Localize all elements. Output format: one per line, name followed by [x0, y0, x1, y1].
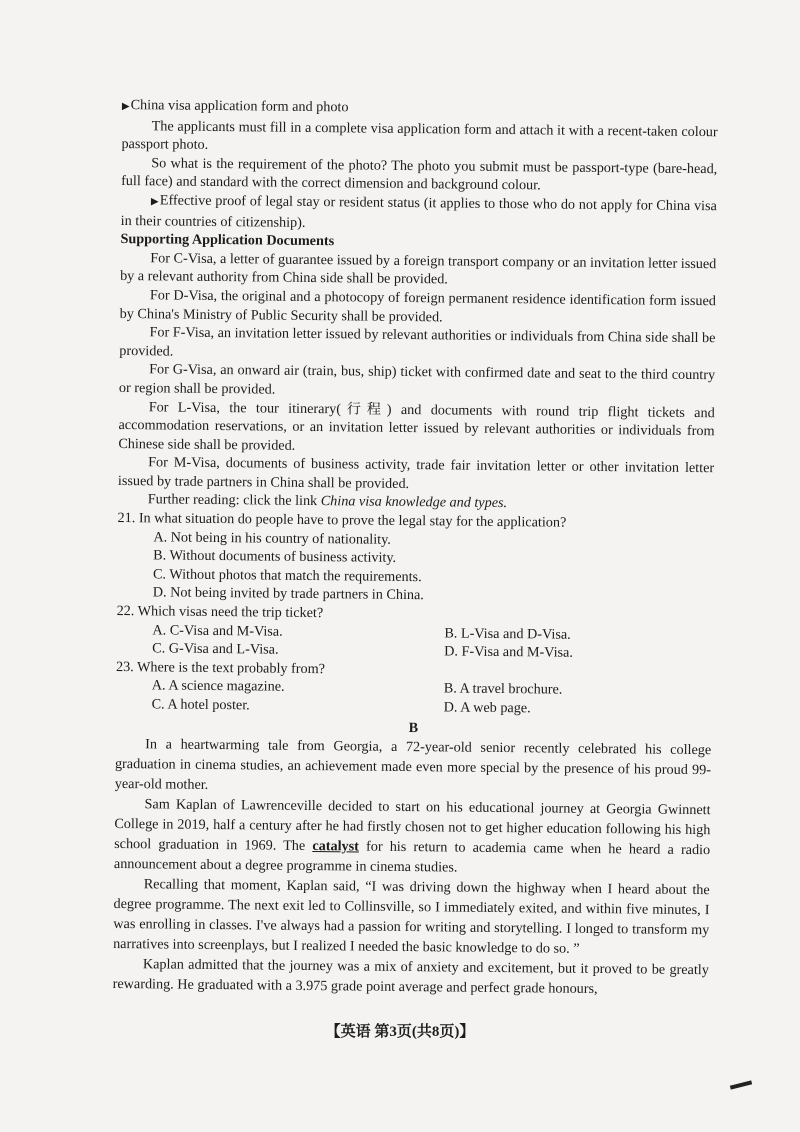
- corner-mark: [730, 1080, 752, 1089]
- question-23-options: [152, 677, 712, 720]
- photo-paragraph-2: So what is the requirement of the photo? The photo you submit must be passport-type (bare-head, full face) and standard with the correct dimension and background colour.: [121, 155, 718, 194]
- question-23-option-a: A. A science magazine.: [151, 677, 285, 696]
- passage-b-paragraph-4: Kaplan admitted that the journey was a mix of anxiety and excitement, but it proved to be greatly rewarding. He graduated with a 3.975 grade point average and perfect grade honours,: [112, 956, 709, 998]
- question-22-stem: 22. Which visas need the trip ticket?: [116, 603, 324, 622]
- question-21-option-b: B. Without documents of business activity.: [153, 547, 397, 567]
- visa-paragraph-l: For L-Visa, the tour itinerary(行程) and documents with round trip flight tickets and accommodation reservations, or an invitation letter issued by relevant authorities or individuals from Chinese side shall be provided.: [118, 398, 715, 454]
- question-21-option-a: A. Not being in his country of nationality.: [153, 529, 391, 548]
- question-23-option-b: B. A travel brochure.: [443, 680, 563, 699]
- passage-b-paragraph-3: Recalling that moment, Kaplan said, “I was driving down the highway when I heard about the degree programme. The next exit led to Collinsville, so I immediately exited, and within five minutes, I was enrolling in classes. I've always had a passion for writing and storytelling. I longed to transform my narratives into screenplays, but I realized I needed the basic knowledge to do so. ”: [113, 876, 710, 958]
- question-22-option-d: D. F-Visa and M-Visa.: [444, 643, 574, 661]
- visa-paragraph-c: For C-Visa, a letter of guarantee issued by a foreign transport company or an invitation letter issued by a relevant authority from China side shall be provided.: [120, 250, 717, 288]
- question-22-option-a: A. C-Visa and M-Visa.: [152, 621, 283, 640]
- question-21-option-c: C. Without photos that match the requirements.: [152, 566, 422, 586]
- question-21-option-d: D. Not being invited by trade partners in China.: [152, 584, 424, 604]
- question-22-option-b: B. L-Visa and D-Visa.: [444, 625, 571, 643]
- keyword-catalyst: catalyst: [312, 838, 359, 855]
- photo-heading: ▶ China visa application form and photo: [122, 96, 718, 123]
- photo-paragraph-1: The applicants must fill in a complete visa application form and attach it with a recent-taken colour passport photo.: [121, 117, 718, 154]
- passage-b-paragraph-2: Sam Kaplan of Lawrenceville decided to start on his educational journey at Georgia Gwinnett College in 2019, half a century after he had firstly chosen not to get higher education following his high school graduation in 1969. The catalyst for his return to academia came when he heard a radio announcement about a degree programme in cinema studies.: [113, 796, 711, 876]
- further-reading: Further reading: click the link China visa knowledge and types.: [147, 491, 508, 512]
- visa-paragraph-d: For D-Visa, the original and a photocopy of foreign permanent residence identification form issued by China's Ministry of Public Security shall be provided.: [119, 287, 716, 325]
- page-footer: 【英语 第3页(共8页)】: [325, 1024, 475, 1040]
- proof-paragraph: ▶ Effective proof of legal stay or resident status (it applies to those who do not apply for China visa in their countries of citizenship).: [121, 191, 717, 236]
- supporting-documents-heading: Supporting Application Documents: [120, 231, 335, 250]
- question-23-option-c: C. A hotel poster.: [151, 696, 250, 714]
- visa-paragraph-g: For G-Visa, an onward air (train, bus, ship) ticket with confirmed date and seat to the third country or region shall be provided.: [118, 361, 716, 398]
- question-23-option-d: D. A web page.: [443, 699, 531, 717]
- further-reading-link[interactable]: China visa knowledge and types.: [320, 493, 508, 512]
- question-23-stem: 23. Where is the text probably from?: [115, 658, 326, 677]
- visa-paragraph-f: For F-Visa, an invitation letter issued by relevant authorities or individuals from China side shall be provided.: [119, 324, 716, 360]
- page-content: [113, 96, 718, 1000]
- question-21-stem: 21. In what situation do people have to prove the legal stay for the application?: [117, 510, 567, 531]
- section-b-label: B: [408, 719, 419, 736]
- visa-paragraph-m: For M-Visa, documents of business activity, trade fair invitation letter or other invitation letter issued by trade partners in China shall be provided.: [117, 454, 715, 492]
- question-22-options: [152, 621, 712, 664]
- question-22-option-c: C. G-Visa and L-Visa.: [152, 640, 279, 658]
- passage-b-paragraph-1: In a heartwarming tale from Georgia, a 72-year-old senior recently celebrated his college graduation in cinema studies, an achievement made even more special by the presence of his proud 99-year-old mother.: [114, 736, 712, 794]
